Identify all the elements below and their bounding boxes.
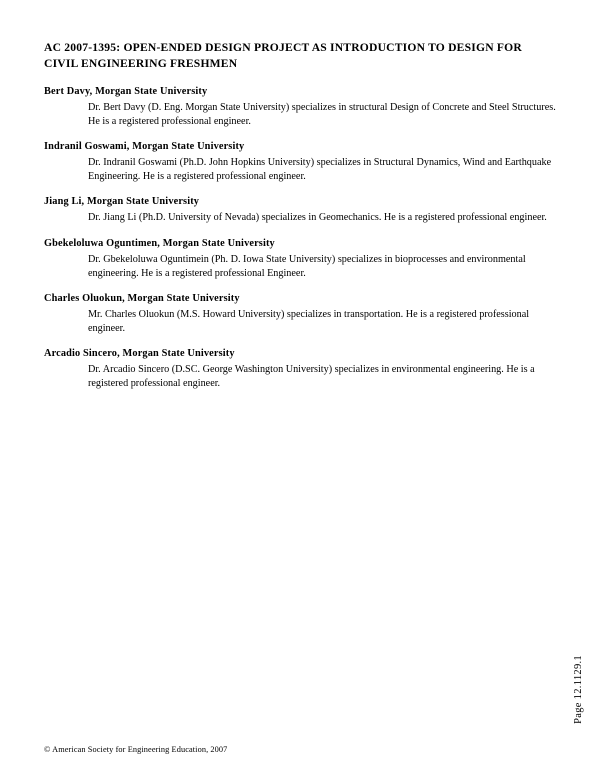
page-title: AC 2007-1395: OPEN-ENDED DESIGN PROJECT AS INTRODUCTION TO DESIGN FOR CIVIL ENGINEERING FRESHMEN <box>44 41 522 70</box>
author-bio: Dr. Gbekeloluwa Oguntimein (Ph. D. Iowa State University) specializes in bioprocesses and environmental engineering. He is a registered professional Engineer. <box>88 253 526 279</box>
author-bio: Mr. Charles Oluokun (M.S. Howard University) specializes in transportation. He is a registered professional engineer. <box>88 309 530 334</box>
author-name: Gbekeloluwa Oguntimen, Morgan State University <box>44 237 275 249</box>
author-bio: Dr. Arcadio Sincero (D.SC. George Washington University) specializes in environmental engineering. He is a registered professional engineer. <box>88 364 535 389</box>
author-name: Jiang Li, Morgan State University <box>44 196 200 208</box>
page-content <box>44 40 556 403</box>
author-entry <box>44 347 556 390</box>
author-entry <box>44 292 556 335</box>
author-entry <box>44 195 556 225</box>
author-bio: Dr. Bert Davy (D. Eng. Morgan State University) specializes in structural Design of Concrete and Steel Structures. He is a registered professional engineer. <box>88 102 556 127</box>
author-entry <box>44 140 556 183</box>
author-name: Bert Davy, Morgan State University <box>44 86 208 97</box>
author-name: Indranil Goswami, Morgan State University <box>44 141 245 153</box>
copyright-notice: © American Society for Engineering Education, 2007 <box>44 745 228 754</box>
author-entry <box>44 237 556 280</box>
author-entry <box>44 85 556 128</box>
page-number: Page 12.1129.1 <box>573 655 584 724</box>
author-name: Arcadio Sincero, Morgan State University <box>44 348 235 360</box>
author-bio: Dr. Indranil Goswami (Ph.D. John Hopkins University) specializes in Structural Dynamics, Wind and Earthquake Engineering. He is a registered professional engineer. <box>88 157 552 182</box>
author-bio: Dr. Jiang Li (Ph.D. University of Nevada) specializes in Geomechanics. He is a registered professional engineer. <box>88 212 547 224</box>
author-name: Charles Oluokun, Morgan State University <box>44 293 240 305</box>
